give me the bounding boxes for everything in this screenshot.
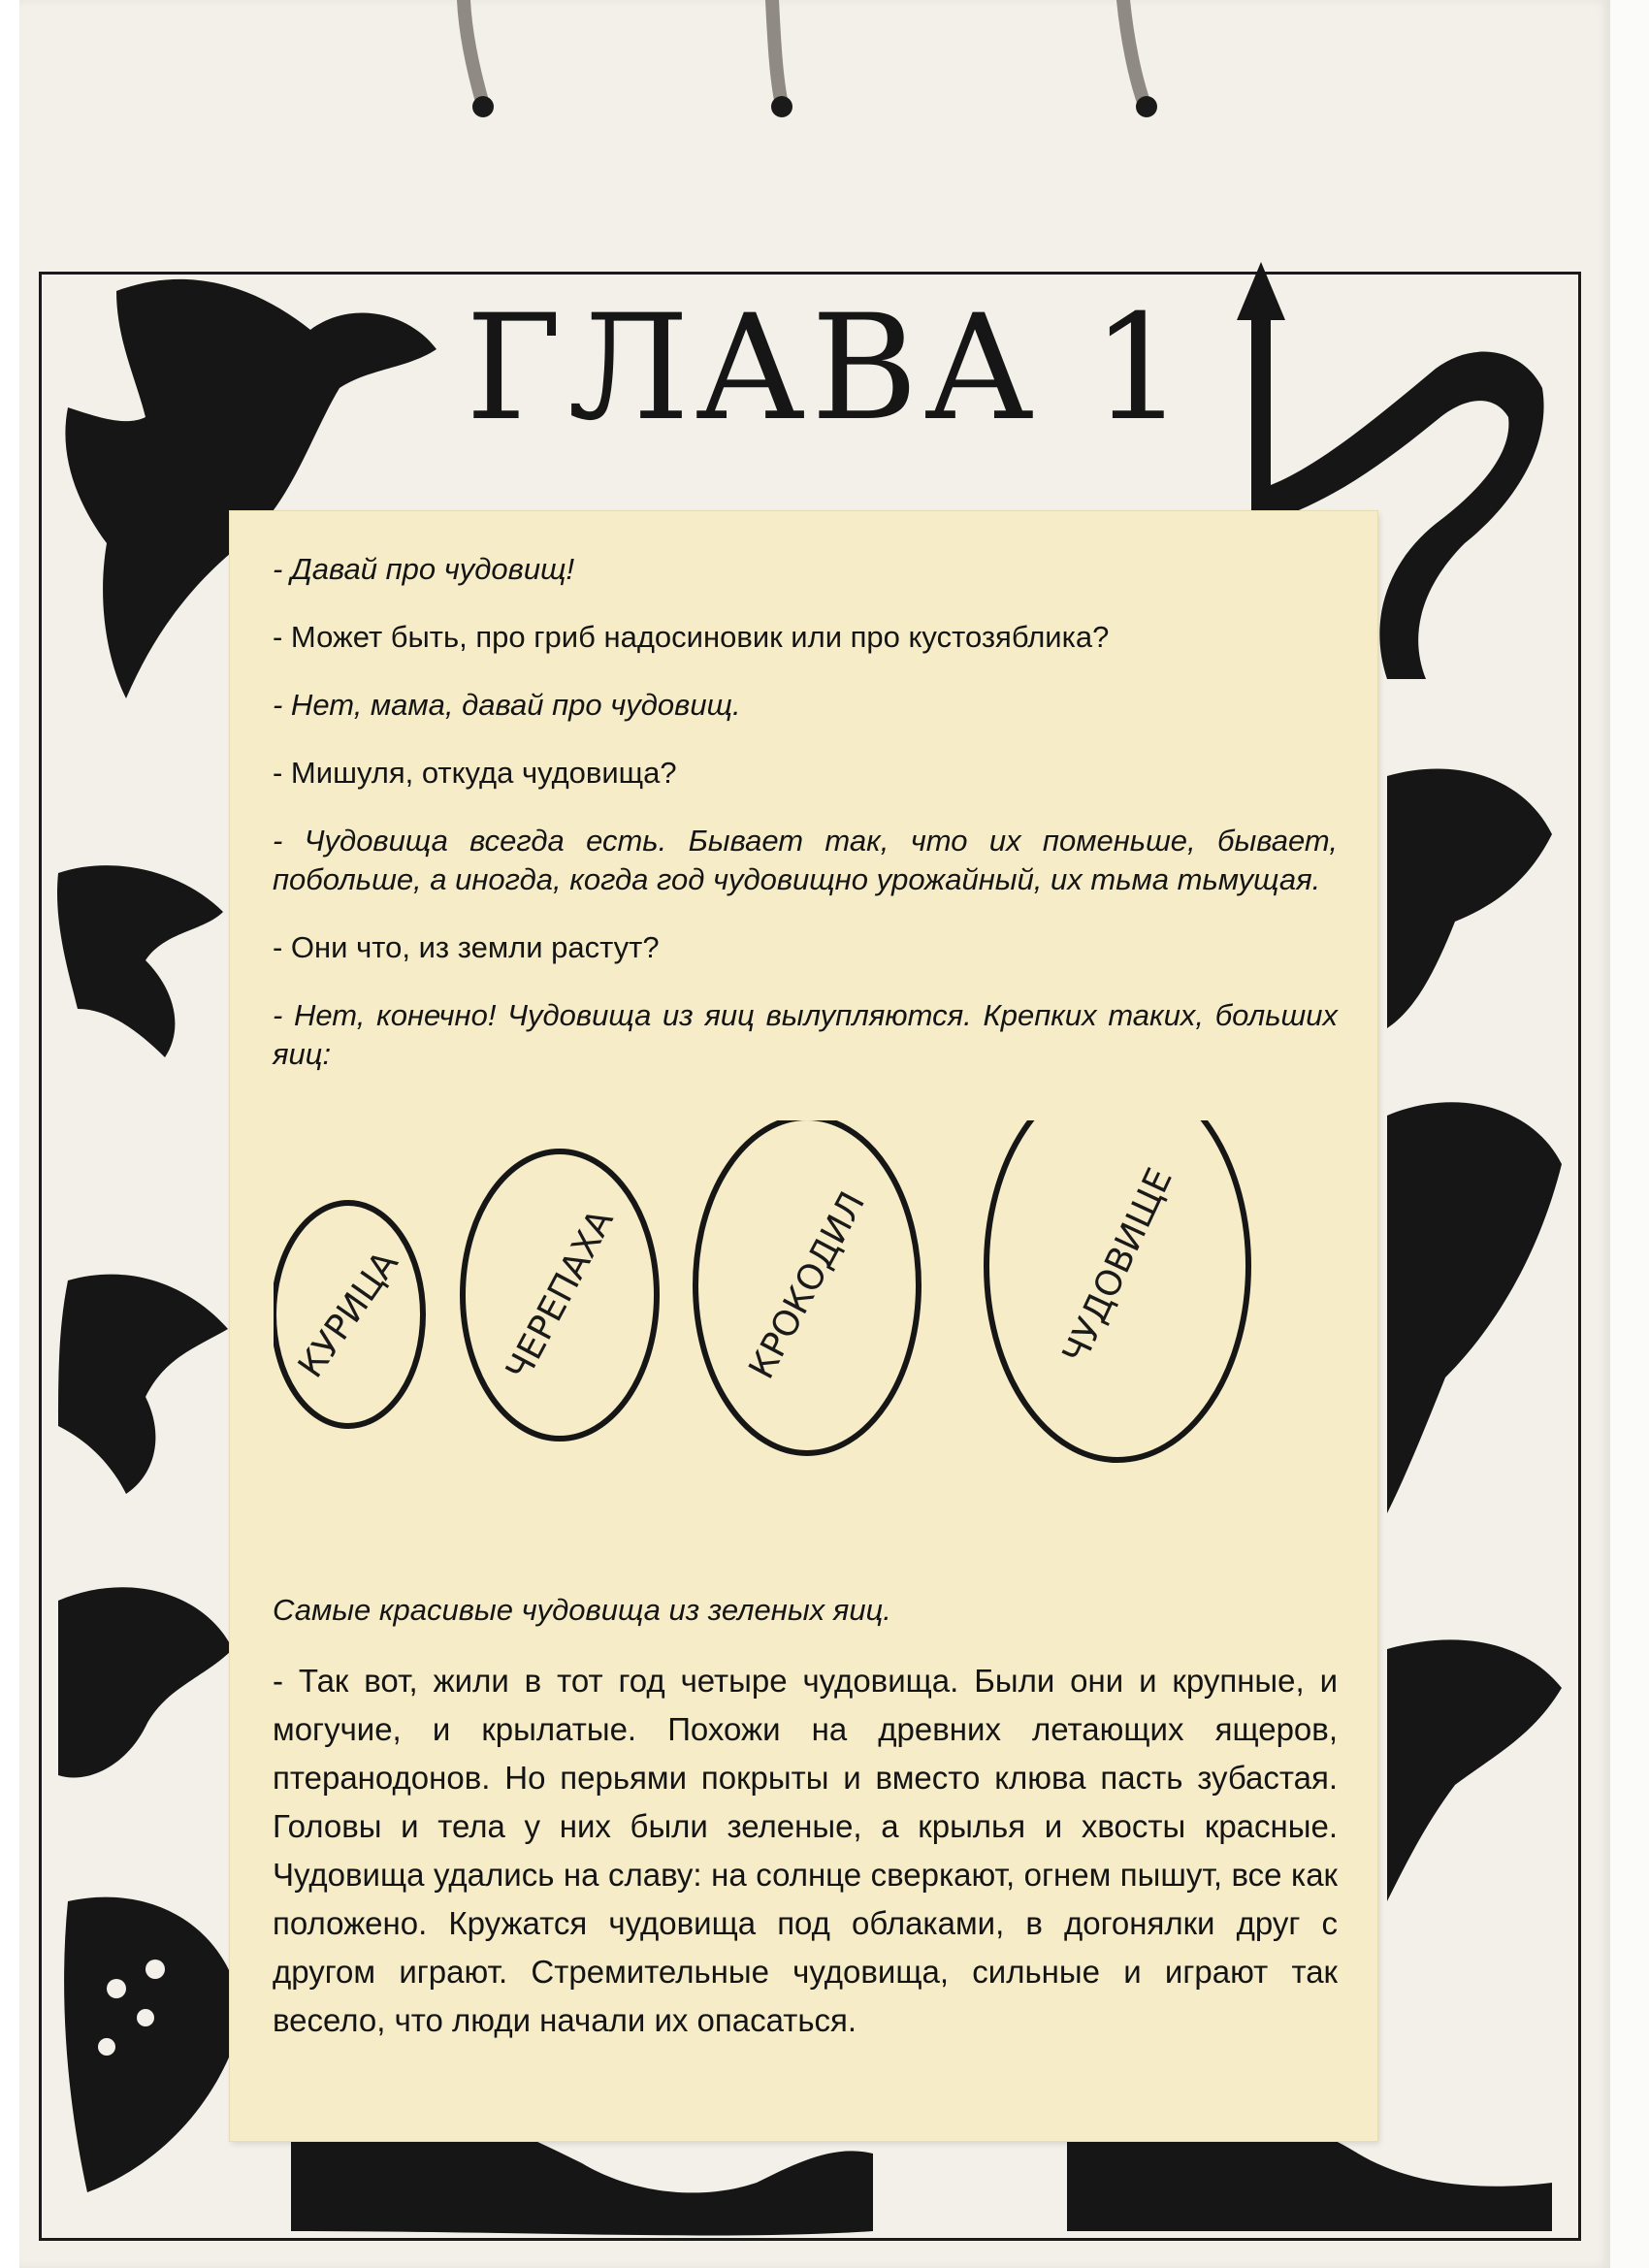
story-paragraph: - Так вот, жили в тот год четыре чудовища. Были они и крупные, и могучие, и крылатые. Похожи на древних летающих ящеров, птеранодонов. Но перьями покрыты и вместо клюва пасть зубастая. Головы и тела у них были зеленые, а крылья и хвосты красные. Чудовища удались на славу: на солнце сверкают, огнем пышут, все как положено. Кружатся чудовища под облаками, в догонялки друг с другом играют. Стремительные чудовища, сильные и играют так весело, что люди начали их опасаться. (273, 1663, 1338, 2038)
dialogue-line: - Чудовища всегда есть. Бывает так, что их поменьше, бывает, побольше, а иногда, когда год чудовищно урожайный, их тьма тьмущая. (273, 824, 1338, 896)
egg-label: КРОКОДИЛ (741, 1185, 874, 1386)
chapter-title: ГЛАВА 1 (466, 284, 1191, 453)
egg-label: КУРИЦА (290, 1244, 406, 1385)
dragon-claw-left-2 (58, 1275, 228, 1494)
egg-caption: Самые красивые чудовища из зеленых яиц. (273, 1593, 891, 1627)
dialogue-line: - Мишуля, откуда чудовища? (273, 756, 677, 790)
dragon-head-right (1387, 1639, 1562, 1901)
egg-illustration (274, 1120, 1302, 1557)
dragon-wing-right-1 (1387, 769, 1552, 1029)
dragon-wing-right-2 (1387, 1102, 1562, 1513)
story-block (273, 1591, 1338, 2045)
dialogue-line: - Они что, из земли растут? (273, 930, 660, 964)
dialogue-line: - Может быть, про гриб надосиновик или про кустозяблика? (273, 620, 1110, 654)
dragon-claw-left-1 (57, 865, 223, 1057)
egg-label: ЧУДОВИЩЕ (1055, 1162, 1180, 1371)
dialogue-line: - Нет, конечно! Чудовища из яиц вылупляются. Крепких таких, больших яиц: (273, 998, 1338, 1071)
dialogue-line: - Давай про чудовищ! (273, 552, 575, 586)
dragon-body-left (58, 1587, 233, 1777)
dialogue-line: - Нет, мама, давай про чудовищ. (273, 688, 741, 722)
egg-label: ЧЕРЕПАХА (499, 1203, 622, 1388)
dragon-head-bottom-left (64, 1897, 242, 2192)
dialogue-block (273, 550, 1338, 1103)
